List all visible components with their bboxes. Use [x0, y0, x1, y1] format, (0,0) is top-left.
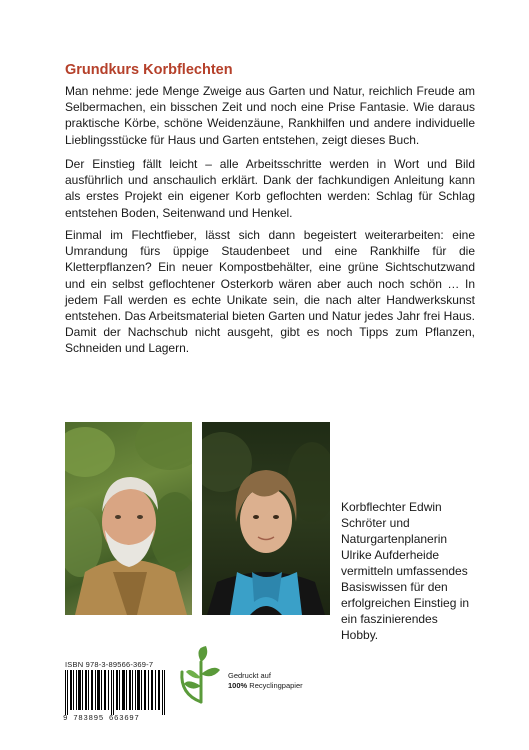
recycle-percent: 100% [228, 681, 248, 690]
recycling-plant-logo-icon [176, 644, 226, 704]
author-photo-edwin-schroeter [65, 422, 192, 615]
recycling-paper-note [228, 671, 303, 691]
recycle-line-1: Gedruckt auf [228, 671, 271, 680]
book-title: Grundkurs Korbflechten [65, 62, 233, 78]
authors-caption: Korbflechter Edwin Schröter und Naturgartenplanerin Ulrike Aufderheide vermitteln umfassendes Basiswissen für den erfolgreichen Einstieg in ein faszinierendes Hobby. [341, 500, 470, 642]
barcode-number: 9 783895 663697 [63, 715, 140, 723]
description-paragraph-3: Einmal im Flechtfieber, lässt sich dann begeistert weiterarbeiten: eine Umrandung fürs üppige Staudenbeet und eine Rankhilfe für die Kletterpflanzen? Ein neuer Kompostbehälter, eine grüne Sichtschutzwand und ein selbst geflochtener Osterkorb wären aber auch noch schön … In jedem Fall werden es echte Unikate sein, die nach alter Handwerkskunst entstehen. Das Arbeitsmaterial bieten Garten und Natur jedes Jahr frei Haus. Damit der Nachschub nicht ausgeht, gibt es noch Tipps zum Pflanzen, Schneiden und Lagern. [65, 228, 475, 356]
author-photo-ulrike-aufderheide [202, 422, 330, 615]
description-paragraph-2: Der Einstieg fällt leicht – alle Arbeitsschritte werden in Wort und Bild ausführlich und anschaulich erklärt. Dank der fachkundigen Anleitung kann als erstes Projekt ein eigener Korb geflochten werden: Schlag für Schlag entstehen Boden, Seitenwand und Henkel. [65, 157, 475, 220]
isbn-text: ISBN 978-3-89566-369-7 [65, 660, 154, 669]
barcode-icon [65, 670, 166, 715]
recycle-line-2: Recyclingpapier [247, 681, 303, 690]
description-paragraph-1: Man nehme: jede Menge Zweige aus Garten und Natur, reichlich Freude am Selbermachen, ein bisschen Zeit und noch eine Prise Fantasie. Wie daraus praktische Körbe, schöne Weidenzäune, Rankhilfen und andere individuelle Lieblingsstücke für Haus und Garten entstehen, zeigt dieses Buch. [65, 84, 475, 147]
